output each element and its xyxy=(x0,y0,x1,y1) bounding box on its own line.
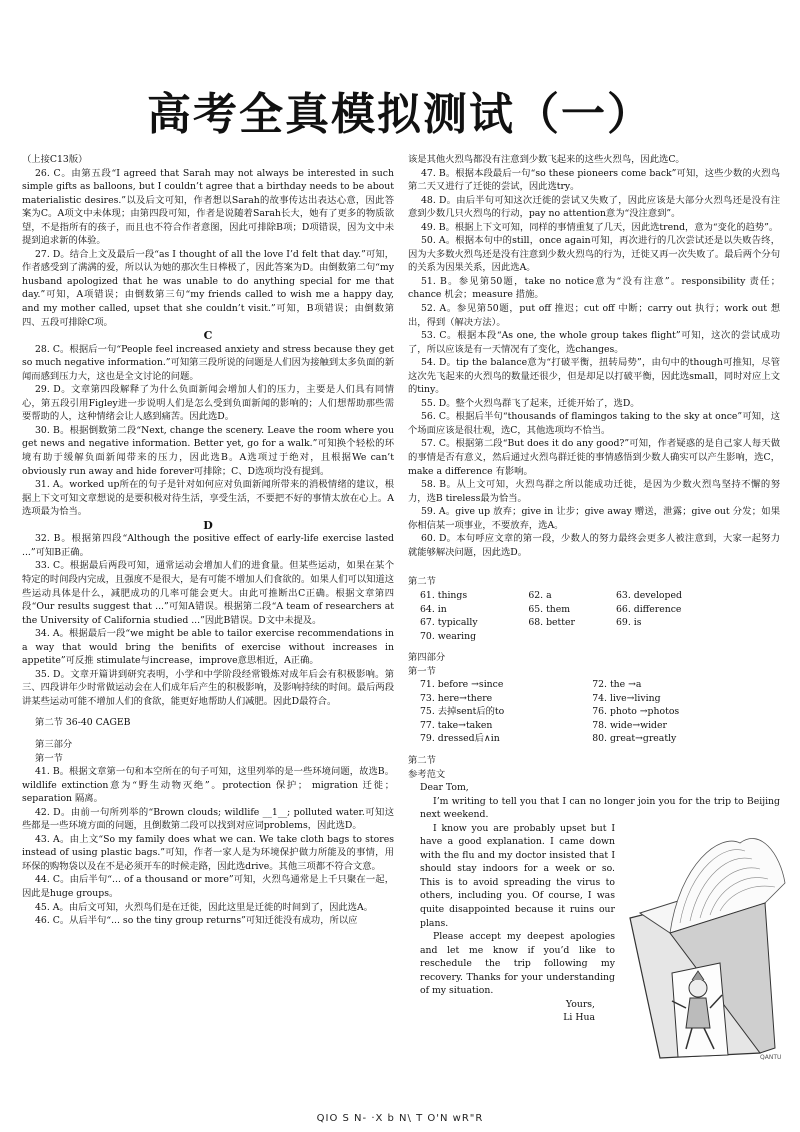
answer-55: 55. D。整个火烈鸟群飞了起来，迁徙开始了，选D。 xyxy=(421,397,640,409)
answer-43: 43. A。由上文“So my family does what we can. We take cloth bags to stores instead of using plastic bags.”可知，作者一家人是为环境保护做力所能及的事情，用环保的购物袋以及在不是必须开车的时候走路，因此选drive。其他三项都不符合文意。 xyxy=(22,833,394,872)
table-cell: 74. live→living xyxy=(592,692,661,704)
answer-44: 44. C。由后半句“... of a thousand or more”可知，火烈鸟通常是上千只聚在一起，因此是huge groups。 xyxy=(22,874,394,899)
table-cell: 61. things xyxy=(420,589,468,601)
table-row xyxy=(420,732,770,746)
answer-26: 26. C。由第五段“I agreed that Sarah may not always be interested in such simple gifts as balloons, but I couldn’t agree that a birthday needs to be about materialistic desires.”以及后文可知，作者想以Sarah的故事传达出表达心意，因此答案为C。A项文中未体现；由第四段可知，作者是说随着Sarah长大，她有了更多的物质欲望，不是指所有的孩子，而且也不符合作者意图，因此可排除B项；D项错误，因为文中未提到追求新的体验。 xyxy=(22,167,394,247)
answer-47: 47. B。根据本段最后一句“so these pioneers come back”可知，这些少数的火烈鸟第二天又进行了迁徙的尝试，因此选try。 xyxy=(408,167,780,193)
part4b-heading: 第二节 xyxy=(408,754,436,766)
table-cell: 71. before →since xyxy=(420,679,504,691)
answer-29: 29. D。文章第四段解释了为什么负面新闻会增加人们的压力，主要是人们具有同情心，第五段引用Figley进一步说明人们是怎么受到负面新闻的影响的；人们想帮助那些需要帮助的人，这种情绪会让人感到痛苦。因此选D。 xyxy=(22,384,394,423)
answer-59: 59. A。give up 放弃；give in 让步；give away 赠送，泄露；give out 分发；如果你相信某一项事业，不要放弃，选A。 xyxy=(408,506,780,531)
sample-essay-label: 参考范文 xyxy=(408,768,446,780)
table-row xyxy=(420,678,770,692)
table-cell: 75. 去掉sent后的to xyxy=(420,706,505,718)
letter-signature: Li Hua xyxy=(563,1012,595,1024)
letter-greeting: Dear Tom, xyxy=(420,782,469,794)
answer-58: 58. B。从上文可知，火烈鸟群之所以能成功迁徙，是因为少数火烈鸟坚持不懈的努力，选B tireless最为恰当。 xyxy=(408,479,780,504)
answer-30: 30. B。根据倒数第二段“Next, change the scenery. Leave the room where you get news and negative information. Better yet, go for a walk.”可知换个轻松的环境有助于缓解负面新闻带来的压力，因此选B。A选项过于绝对，且根据We can’t obviously run away and hide forever可排除；C、D选项均没有提到。 xyxy=(22,424,394,477)
letter-paragraph-1: I’m writing to tell you that I can no longer join you for the trip to Beijing next weekend. xyxy=(420,795,780,821)
part4-heading: 第四部分 xyxy=(408,652,446,664)
table-cell: 66. difference xyxy=(616,603,682,615)
left-column xyxy=(22,153,394,928)
part3-heading: 第三部分 xyxy=(35,738,73,750)
answers-61-70-table xyxy=(420,589,740,643)
book-illustration xyxy=(610,823,795,1063)
answer-49: 49. B。根据上下文可知，同样的事情重复了几天，因此选trend，意为“变化的趋势”。 xyxy=(421,221,779,233)
page-title: 高考全真模拟测试（一） xyxy=(147,89,653,140)
part4-subheading: 第一节 xyxy=(408,665,436,677)
table-cell: 69. is xyxy=(616,617,642,629)
book-character-image xyxy=(610,823,795,1063)
table-cell: 65. them xyxy=(528,603,571,615)
answer-27: 27. D。结合上文及最后一段“as I thought of all the love I’d felt that day.”可知，作者感受到了满满的爱，所以认为她的那次生日棒极了，因此答案为D。由倒数第二句“my husband apologized that he was unable to do anything special for me that day.”可知，A项错误；由倒数第三句“my friends called to wish me a happy day, and my mother called, upset that she couldn’t visit.”可知，B项错误；由倒数第四、五段可排除C项。 xyxy=(22,248,394,328)
answer-46-cont: 该是其他火烈鸟都没有注意到少数飞起来的这些火烈鸟，因此选C。 xyxy=(408,154,685,165)
table-row xyxy=(420,705,770,719)
table-row xyxy=(420,589,740,603)
table-cell: 70. wearing xyxy=(420,630,477,642)
answer-50: 50. A。根据本句中的still，once again可知，再次进行的几次尝试还是以失败告终，因为大多数火烈鸟还是没有注意到少数火烈鸟的行为，迁徙又再一次失败了。最后两个分句的关系为因果关系，因此选A。 xyxy=(408,235,780,274)
table-cell: 78. wide→wider xyxy=(592,719,667,731)
section-c-heading: C xyxy=(203,329,213,343)
right-column xyxy=(408,153,782,1062)
answer-60: 60. D。本句呼应文章的第一段，少数人的努力最终会更多人被注意到，大家一起努力就能够解决问题，因此选D。 xyxy=(408,533,780,558)
section-d-heading: D xyxy=(203,518,213,532)
letter-closing: Yours, xyxy=(565,998,595,1010)
table-cell: 62. a xyxy=(528,589,552,601)
table-row xyxy=(420,616,740,630)
answer-28: 28. C。根据后一句“People feel increased anxiety and stress because they get so much negative information.”可知第三段所说的问题是人们因为接触到太多负面的新闻而感到压力大，这也是全文讨论的问题。 xyxy=(22,343,394,382)
sample-letter xyxy=(420,781,782,1062)
answer-31: 31. A。worked up所在的句子是针对如何应对负面新闻所带来的消极情绪的建议，根据上下文可知文章想说的是要积极对待生活，享受生活，不要把不好的事情太放在心上。A选项最为恰当。 xyxy=(22,479,394,518)
letter-paragraph-2: I know you are probably upset but I have a good explanation. I came down with the flu and my doctor insisted that I should stay indoors for a week or so. This is to avoid spreading the virus to others, including you. Of course, I was quite disappointed because it ruins our plans. xyxy=(420,822,615,929)
edition-note: （上接C13版） xyxy=(22,154,88,165)
table-cell: 73. here→there xyxy=(420,692,493,704)
table-cell: 79. dressed后∧in xyxy=(420,733,500,745)
answer-54: 54. D。tip the balance意为“打破平衡，扭转局势”，由句中的though可推知，尽管这次先飞起来的火烈鸟的数量还很少，但是却足以打破平衡，因此选small，同时对应上文的tiny。 xyxy=(408,357,780,396)
part2-answers: 第二节 36-40 CAGEB xyxy=(35,717,131,729)
answer-35: 35. D。文章开篇讲到研究表明，小学和中学阶段经常锻炼对成年后会有积极影响。第三、四段讲年少时常做运动会在人们成年后产生的积极影响，及影响持续的时间。最后两段讲某些运动可能不增加人们的食欲，能更好地帮助人们减肥。因此D最符合。 xyxy=(22,668,394,707)
answer-33: 33. C。根据最后两段可知，通常运动会增加人们的进食量。但某些运动，如果在某个特定的时间段内完成，且强度不是很大，是有可能不增加人们食欲的。如果人们可以知道这些运动具体是什么，减肥成功的几率可能会更大。由此可推断出C正确。根据文章第四段“Our results suggest that ...”可知A错误。根据第二段“A team of researchers at the University of California studied ...”因此B错误。D文中未提及。 xyxy=(22,560,394,626)
answer-41: 41. B。根据文章第一句和本空所在的句子可知，这里列举的是一些环境问题，故选B。wildlife extinction意为“野生动物灭绝”。protection 保护； migration 迁徙；separation 隔离。 xyxy=(22,766,394,805)
answer-51: 51. B。参见第50题，take no notice意为“没有注意”。responsibility 责任；chance 机会；measure 措施。 xyxy=(408,275,780,301)
answer-53: 53. C。根据本段“As one, the whole group takes flight”可知，这次的尝试成功了，所以应该是有一天情况有了变化，选changes。 xyxy=(408,330,780,355)
part3-subheading: 第一节 xyxy=(35,752,63,764)
table-cell: 76. photo →photos xyxy=(592,706,680,718)
illustration-credit: QANTU xyxy=(760,1054,782,1062)
answer-45: 45. A。由后文可知，火烈鸟们是在迁徙，因此这里是迁徙的时间到了，因此选A。 xyxy=(35,901,373,913)
table-cell: 72. the →a xyxy=(592,679,642,691)
table-cell: 64. in xyxy=(420,603,447,615)
table-cell: 77. take→taken xyxy=(420,719,493,731)
table-row xyxy=(420,630,740,644)
answer-56: 56. C。根据后半句“thousands of flamingos taking to the sky at once”可知，这个场面应该是很壮观，选C，其他选项均不恰当。 xyxy=(408,411,780,436)
corrections-table xyxy=(420,678,770,746)
page-footer: QIO S N- ·X b N\ T O'N wR"R xyxy=(316,1113,484,1124)
table-row xyxy=(420,603,740,617)
answer-46: 46. C。从后半句“... so the tiny group returns”可知迁徙没有成功，所以应 xyxy=(35,915,358,927)
table-cell xyxy=(616,630,740,644)
table-cell: 67. typically xyxy=(420,617,478,629)
right-part2-heading: 第二节 xyxy=(408,576,436,588)
letter-paragraph-3: Please accept my deepest apologies and let me know if you’d like to reschedule the trip following my recovery. Thanks for your understanding of my situation. xyxy=(420,931,615,997)
table-cell: 68. better xyxy=(528,617,575,629)
answer-42: 42. D。由前一句所列举的“Brown clouds; wildlife __1__; polluted water.可知这些都是一些环境方面的问题，且倒数第二段可以找到对应词problems，因此选D。 xyxy=(22,806,394,832)
table-cell xyxy=(528,630,616,644)
table-cell: 63. developed xyxy=(616,589,682,601)
answer-57: 57. C。根据第二段“But does it do any good?”可知，作者疑惑的是自己家人每天做的事情是否有意义，然后通过火烈鸟群迁徙的事情感悟到少数人确实可以产生影响，选C，make a difference 有影响。 xyxy=(408,438,780,477)
answer-32: 32. B。根据第四段“Although the positive effect of early-life exercise lasted ...”可知B正确。 xyxy=(22,533,394,558)
answer-48: 48. D。由后半句可知这次迁徙的尝试又失败了，因此应该是大部分火烈鸟还是没有注意到少数几只火烈鸟的行动，pay no attention意为“没注意到”。 xyxy=(408,194,780,220)
answer-34: 34. A。根据最后一段“we might be able to tailor exercise recommendations in a way that would bring the benifits of exercise without increases in appetite”可反推 stimulate与increase，improve意思相近，A正确。 xyxy=(22,628,394,667)
table-row xyxy=(420,719,770,733)
answer-52: 52. A。参见第50题，put off 推迟；cut off 中断；carry out 执行；work out 想出，得到（解决方法）。 xyxy=(408,303,780,328)
table-cell: 80. great→greatly xyxy=(592,733,677,745)
table-row xyxy=(420,692,770,706)
